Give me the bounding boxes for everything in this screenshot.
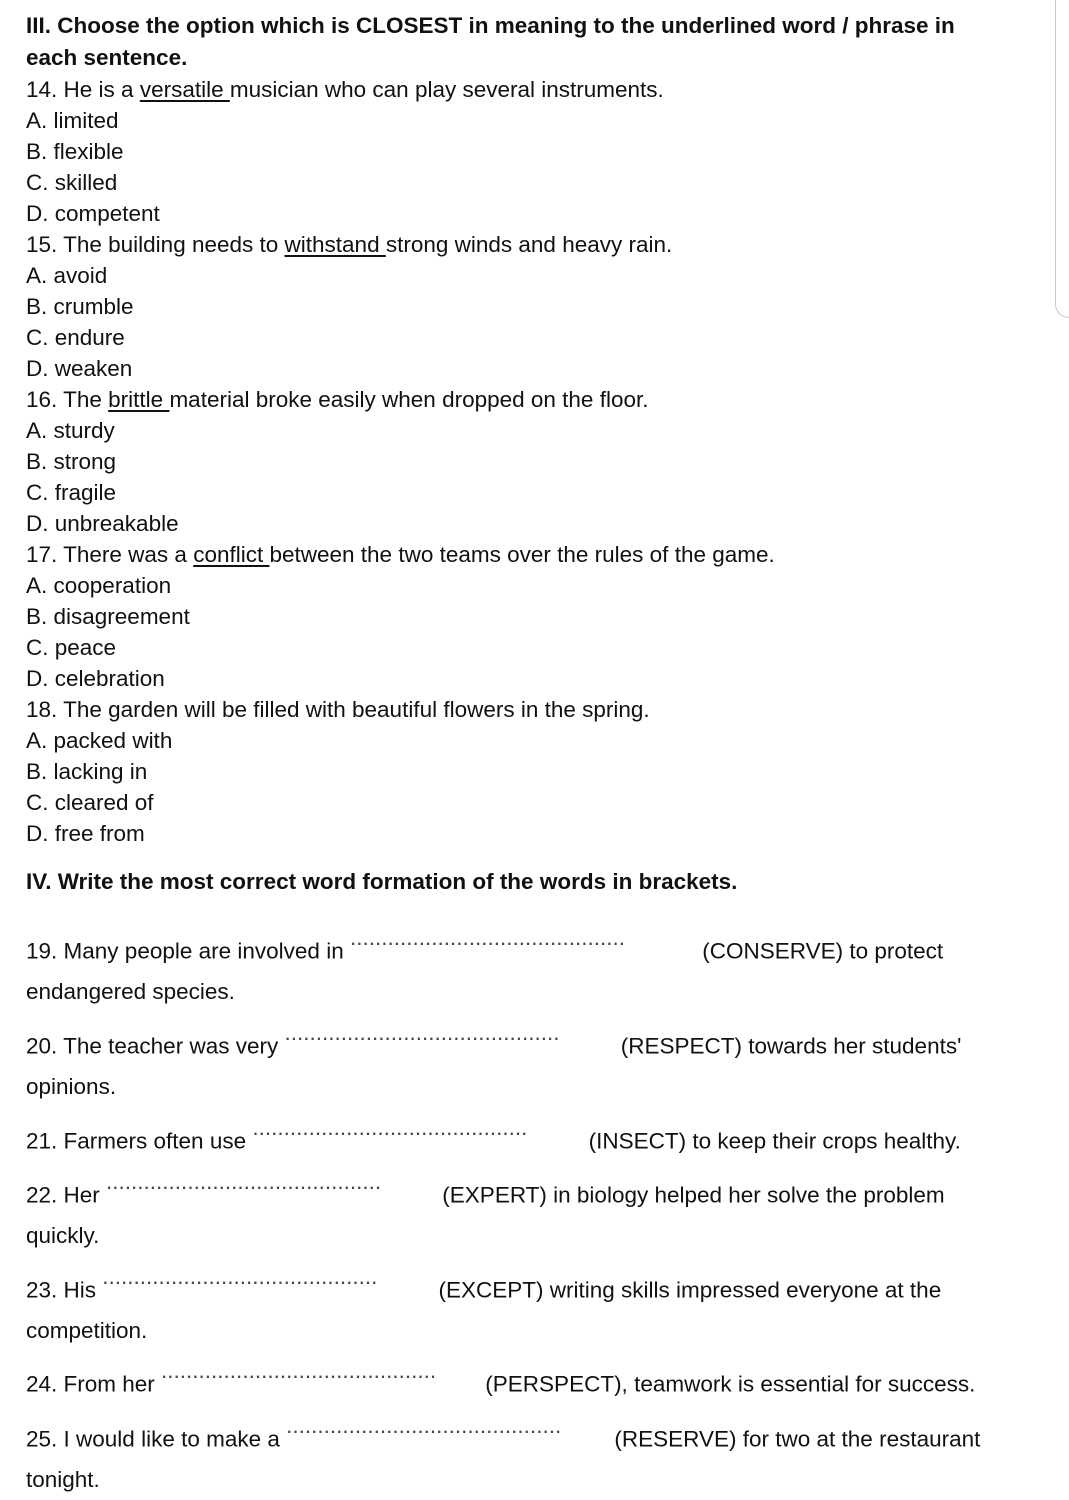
item-text-continued: tonight.: [26, 1466, 100, 1492]
question-text-rest: material broke easily when dropped on the floor.: [169, 387, 649, 412]
option: B. disagreement: [26, 604, 190, 629]
question-text-rest: strong winds and heavy rain.: [385, 232, 673, 257]
question-14: [26, 74, 1056, 105]
word-formation-item-24: [26, 1351, 1056, 1405]
section-4-title: IV. Write the most correct word formation of the words in brackets.: [26, 869, 738, 894]
item-text-continued: endangered species.: [26, 979, 235, 1005]
question-text: 17. There was a: [26, 542, 194, 567]
question-15: [26, 229, 1056, 260]
question-text: 15. The building needs to: [26, 232, 285, 257]
option: B. crumble: [26, 294, 134, 319]
option: C. peace: [26, 635, 117, 660]
item-text-rest: (EXPERT) in biology helped her solve the problem: [436, 1182, 945, 1208]
option: D. free from: [26, 821, 145, 846]
item-text: 25. I would like to make a: [26, 1426, 287, 1452]
option: A. cooperation: [26, 573, 172, 598]
item-text-rest: (PERSPECT), teamwork is essential for success.: [479, 1371, 976, 1397]
item-text: 22. Her: [26, 1182, 107, 1208]
option: A. sturdy: [26, 418, 115, 443]
option: C. cleared of: [26, 790, 154, 815]
underlined-word: withstand: [284, 232, 386, 257]
item-text-rest: (EXCEPT) writing skills impressed everyone at the: [432, 1277, 942, 1303]
item-text-rest: (CONSERVE) to protect: [695, 938, 944, 964]
question-text-rest: between the two teams over the rules of the game.: [269, 542, 775, 567]
option: C. skilled: [26, 170, 118, 195]
question-text: 18. The garden will be filled with beautiful flowers in the spring.: [26, 697, 650, 722]
answer-blank[interactable]: ............................................: [286, 1412, 562, 1438]
item-text-rest: (INSECT) to keep their crops healthy.: [582, 1128, 961, 1154]
option: A. limited: [26, 108, 119, 133]
option: B. flexible: [26, 139, 124, 164]
underlined-word: versatile: [139, 77, 230, 102]
item-text-continued: quickly.: [26, 1222, 100, 1248]
question-text-rest: musician who can play several instruments.: [229, 77, 664, 102]
option: B. strong: [26, 449, 117, 474]
question-18: [26, 694, 1056, 725]
question-text: 16. The: [26, 387, 109, 412]
option: D. unbreakable: [26, 511, 179, 536]
option: D. celebration: [26, 666, 165, 691]
answer-blank[interactable]: ............................................: [161, 1358, 437, 1384]
scroll-edge: [1055, 0, 1069, 318]
underlined-word: conflict: [193, 542, 270, 567]
worksheet: [26, 10, 1056, 1500]
item-text: 21. Farmers often use: [26, 1128, 253, 1154]
mcq-list: [26, 74, 1056, 849]
option: C. endure: [26, 325, 125, 350]
item-text: 23. His: [26, 1277, 103, 1303]
item-text: 20. The teacher was very: [26, 1033, 285, 1059]
answer-blank[interactable]: ............................................: [284, 1019, 560, 1045]
option: A. packed with: [26, 728, 173, 753]
option: B. lacking in: [26, 759, 148, 784]
section-3-title-cont: each sentence.: [26, 45, 188, 70]
word-formation-item-22: [26, 1162, 1056, 1216]
word-formation-item-19: [26, 918, 1056, 972]
word-formation-item-23: [26, 1257, 1056, 1311]
option: D. competent: [26, 201, 160, 226]
answer-blank[interactable]: ............................................: [106, 1168, 382, 1194]
word-formation-list: [26, 918, 1056, 1500]
section-4: [26, 866, 1056, 1500]
question-17: [26, 539, 1056, 570]
item-text-continued: opinions.: [26, 1073, 117, 1099]
question-16: [26, 384, 1056, 415]
question-text: 14. He is a: [26, 77, 140, 102]
word-formation-item-21: [26, 1108, 1056, 1162]
item-text-continued: competition.: [26, 1317, 148, 1343]
item-text-rest: (RESERVE) for two at the restaurant: [608, 1426, 981, 1452]
item-text: 19. Many people are involved in: [26, 938, 350, 964]
underlined-word: brittle: [108, 387, 170, 412]
section-3-title: III. Choose the option which is CLOSEST in meaning to the underlined word / phrase in: [26, 13, 955, 38]
option: D. weaken: [26, 356, 133, 381]
option: A. avoid: [26, 263, 108, 288]
item-text: 24. From her: [26, 1371, 162, 1397]
answer-blank[interactable]: ............................................: [102, 1263, 378, 1289]
answer-blank[interactable]: ............................................: [349, 925, 626, 950]
word-formation-item-20: [26, 1013, 1056, 1067]
answer-blank[interactable]: ............................................: [252, 1114, 528, 1140]
word-formation-item-25: [26, 1406, 1056, 1460]
option: C. fragile: [26, 480, 117, 505]
item-text-rest: (RESPECT) towards her students': [614, 1033, 962, 1059]
